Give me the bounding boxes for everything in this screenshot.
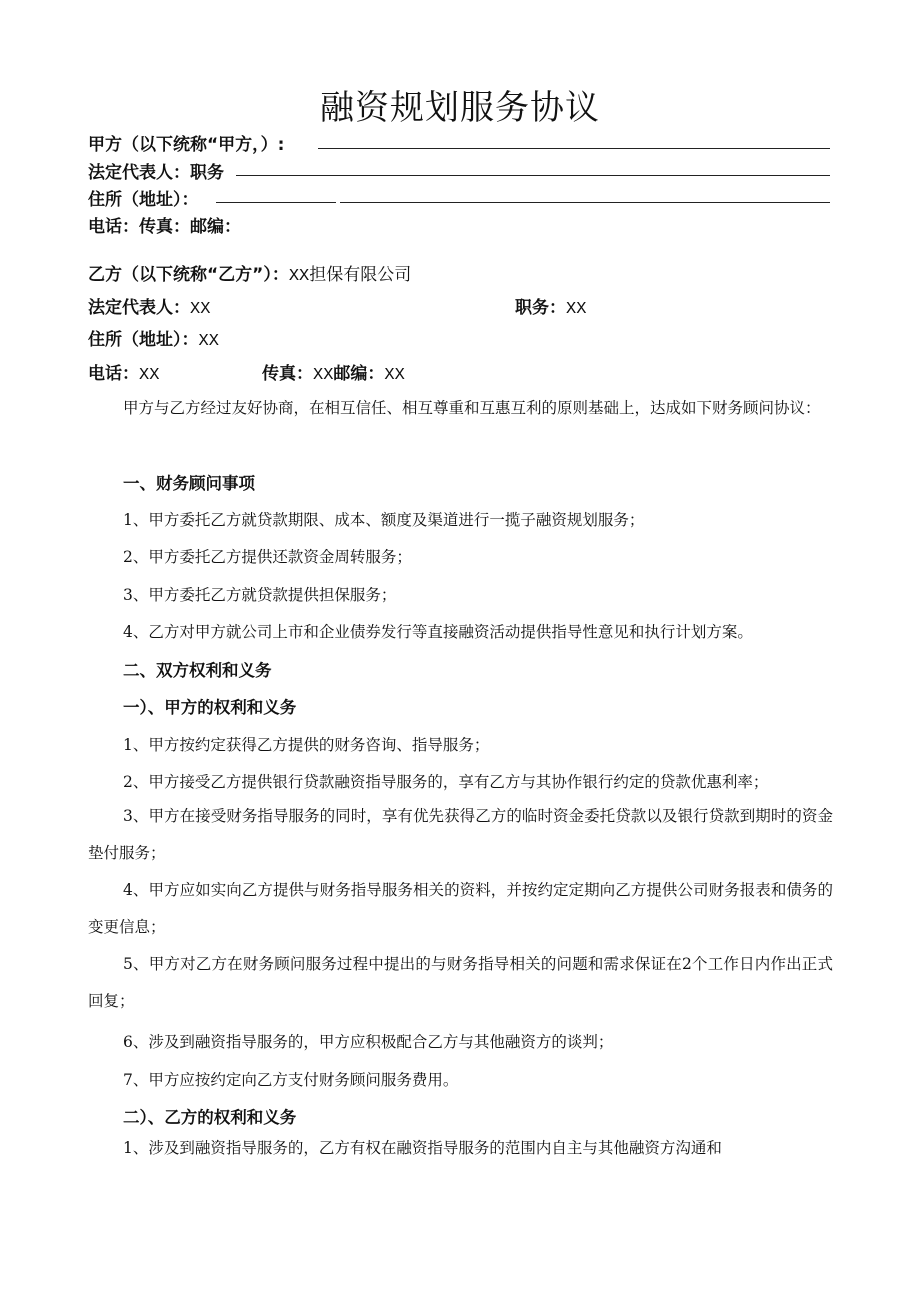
party-b-phone-line: [88, 359, 159, 385]
party-a-address-blank-1: [216, 202, 336, 203]
party-a-name-blank: [318, 148, 830, 149]
party-b-name-value: XX担保有限公司: [288, 267, 412, 286]
section-2-heading: 二、双方权利和义务: [123, 661, 272, 680]
party-b-address-label: 住所（地址）：: [88, 330, 199, 350]
document-title: 融资规划服务协议: [320, 88, 600, 128]
party-a-address-blank-2: [340, 202, 830, 203]
party-a-rep-blank: [236, 175, 830, 176]
section-2a-item: 1、甲方按约定获得乙方提供的财务咨询、指导服务；: [123, 736, 490, 754]
party-b-rep-line: [88, 293, 210, 319]
party-b-phone-label: 电话：: [88, 364, 139, 384]
section-1-item: 3、甲方委托乙方就贷款提供担保服务；: [123, 586, 397, 604]
party-b-fax-postcode-line: [262, 359, 405, 385]
section-2a-item: 2、甲方接受乙方提供银行贷款融资指导服务的，享有乙方与其协作银行约定的贷款优惠利率；: [123, 773, 769, 791]
section-1-item: 2、甲方委托乙方提供还款资金周转服务；: [123, 548, 412, 566]
section-1-item: 1、甲方委托乙方就贷款期限、成本、额度及渠道进行一揽子融资规划服务；: [123, 511, 645, 529]
party-b-position-value: XX: [566, 300, 587, 319]
party-b-name-label: 乙方（以下统称“乙方”）：: [88, 265, 289, 285]
section-2a-item: 5、甲方对乙方在财务顾问服务过程中提出的与财务指导相关的问题和需求保证在2个工作日内作出正式回复；: [88, 955, 833, 1010]
section-2b-heading: 二）、乙方的权利和义务: [123, 1108, 297, 1127]
party-a-contact-label: 电话：传真：邮编：: [88, 217, 241, 237]
party-b-phone-value: XX: [139, 366, 160, 385]
party-b-name-line: [88, 260, 411, 286]
section-2a-heading: 一）、甲方的权利和义务: [123, 698, 297, 717]
party-b-address-line: [88, 325, 219, 351]
section-1-item: 4、乙方对甲方就公司上市和企业债券发行等直接融资活动提供指导性意见和执行计划方案。: [123, 623, 753, 641]
party-b-rep-label: 法定代表人：: [88, 298, 190, 318]
section-2a-item: 7、甲方应按约定向乙方支付财务顾问服务费用。: [123, 1071, 459, 1089]
section-2a-item: 6、涉及到融资指导服务的，甲方应积极配合乙方与其他融资方的谈判；: [123, 1033, 614, 1051]
intro-paragraph: 甲方与乙方经过友好协商，在相互信任、相互尊重和互惠互利的原则基础上，达成如下财务顾问协议：: [123, 399, 821, 417]
party-a-rep-label: 法定代表人：职务: [88, 163, 224, 183]
party-a-name-label: 甲方（以下统称“甲方，）:: [88, 135, 285, 155]
party-b-rep-value: XX: [190, 300, 211, 319]
party-b-position-label: 职务：: [515, 298, 566, 318]
section-2b-item: 1、涉及到融资指导服务的，乙方有权在融资指导服务的范围内自主与其他融资方沟通和: [123, 1139, 722, 1157]
section-2a-item: 4、甲方应如实向乙方提供与财务指导服务相关的资料，并按约定定期向乙方提供公司财务报表和债务的变更信息；: [88, 881, 833, 936]
section-1-heading: 一、财务顾问事项: [123, 474, 255, 493]
party-b-fax-value: XX: [313, 366, 334, 385]
party-b-fax-label: 传真：: [262, 364, 313, 384]
party-b-position-line: [515, 293, 586, 319]
party-b-address-value: XX: [198, 332, 219, 351]
party-b-postcode-value: XX: [384, 366, 405, 385]
section-2a-item: 3、甲方在接受财务指导服务的同时，享有优先获得乙方的临时资金委托贷款以及银行贷款到期时的资金垫付服务；: [88, 807, 833, 862]
party-b-postcode-label: 邮编：: [333, 364, 385, 384]
party-a-address-label: 住所（地址）：: [88, 190, 199, 210]
